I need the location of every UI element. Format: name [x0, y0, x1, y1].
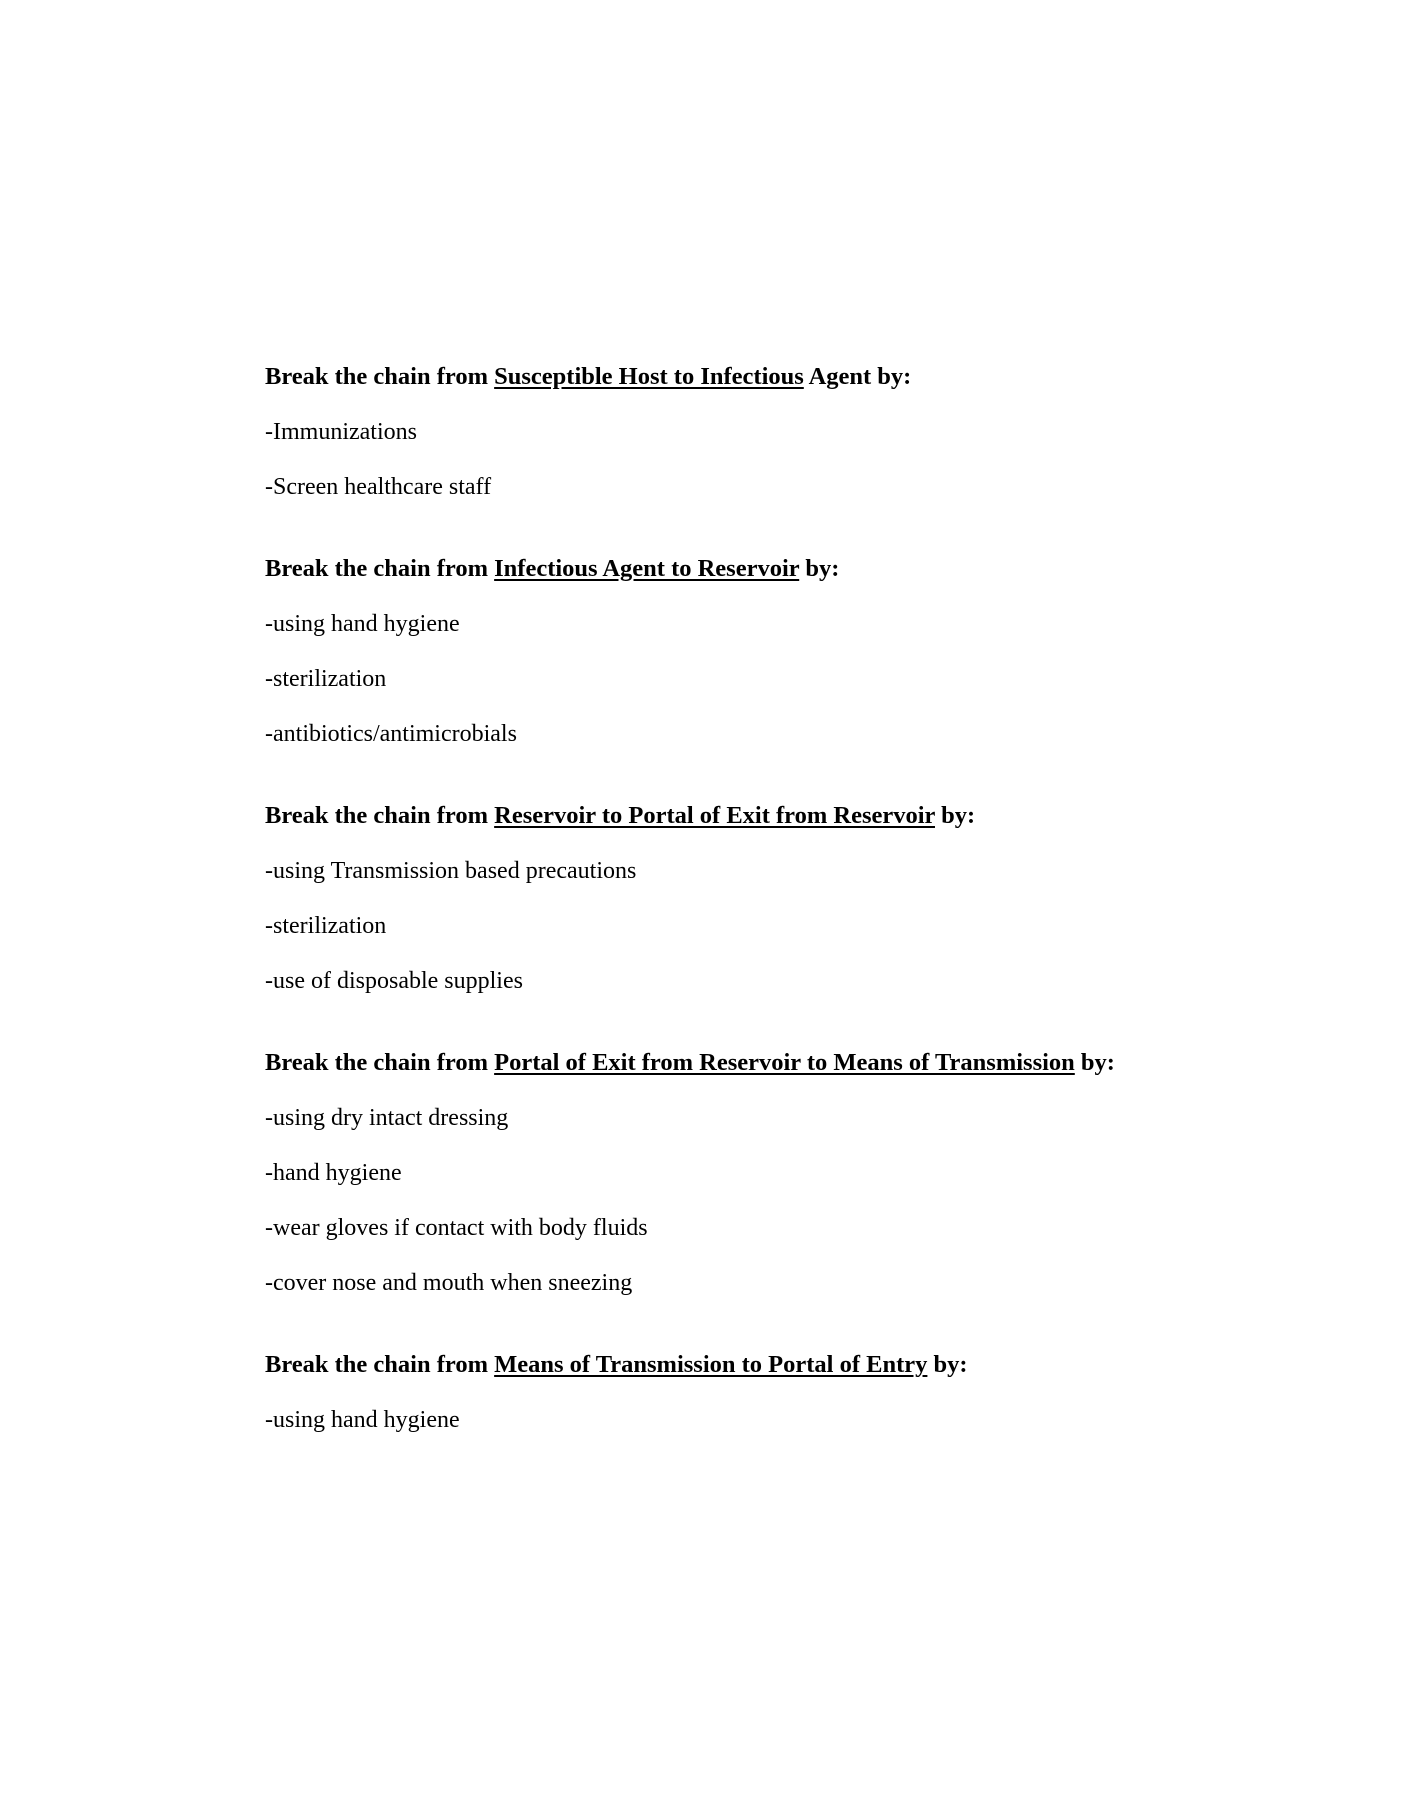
heading-underlined-text: Susceptible Host to Infectious	[494, 363, 804, 390]
section-heading	[265, 1350, 1265, 1380]
section-infectious-agent	[265, 554, 1265, 749]
list-item: -antibiotics/antimicrobials	[265, 721, 517, 747]
list-item: -Screen healthcare staff	[265, 474, 492, 500]
list-item: -cover nose and mouth when sneezing	[265, 1270, 633, 1296]
document-body	[265, 362, 1265, 1487]
heading-underlined-text: Reservoir to Portal of Exit from Reservoir	[494, 802, 935, 829]
list-item: -using hand hygiene	[265, 611, 460, 637]
heading-suffix: by:	[1074, 1049, 1115, 1076]
heading-underlined-text: Portal of Exit from Reservoir to Means of Transmission	[494, 1049, 1075, 1076]
list-item: -sterilization	[265, 666, 387, 692]
section-heading	[265, 801, 1265, 831]
heading-suffix: by:	[799, 555, 840, 582]
section-susceptible-host	[265, 362, 1265, 502]
heading-prefix: Break the chain from	[265, 802, 495, 829]
section-heading	[265, 362, 1265, 392]
list-item: -wear gloves if contact with body fluids	[265, 1215, 648, 1241]
heading-underlined-text: Infectious Agent to Reservoir	[494, 555, 800, 582]
list-item: -hand hygiene	[265, 1160, 402, 1186]
list-item: -use of disposable supplies	[265, 968, 523, 994]
heading-prefix: Break the chain from	[265, 1049, 495, 1076]
heading-prefix: Break the chain from	[265, 555, 495, 582]
heading-suffix: by:	[934, 802, 976, 829]
heading-prefix: Break the chain from	[265, 1351, 495, 1378]
section-means-of-transmission	[265, 1350, 1265, 1435]
list-item: -Immunizations	[265, 419, 417, 445]
section-reservoir	[265, 801, 1265, 996]
list-item: -using dry intact dressing	[265, 1105, 509, 1131]
heading-underlined-text: Means of Transmission to Portal of Entry	[494, 1351, 928, 1378]
heading-suffix: Agent by:	[803, 363, 912, 390]
section-portal-of-exit	[265, 1048, 1265, 1298]
list-item: -using hand hygiene	[265, 1407, 460, 1433]
heading-suffix: by:	[927, 1351, 968, 1378]
section-heading	[265, 1048, 1265, 1078]
list-item: -sterilization	[265, 913, 387, 939]
heading-prefix: Break the chain from	[265, 363, 495, 390]
section-heading	[265, 554, 1265, 584]
list-item: -using Transmission based precautions	[265, 858, 637, 884]
